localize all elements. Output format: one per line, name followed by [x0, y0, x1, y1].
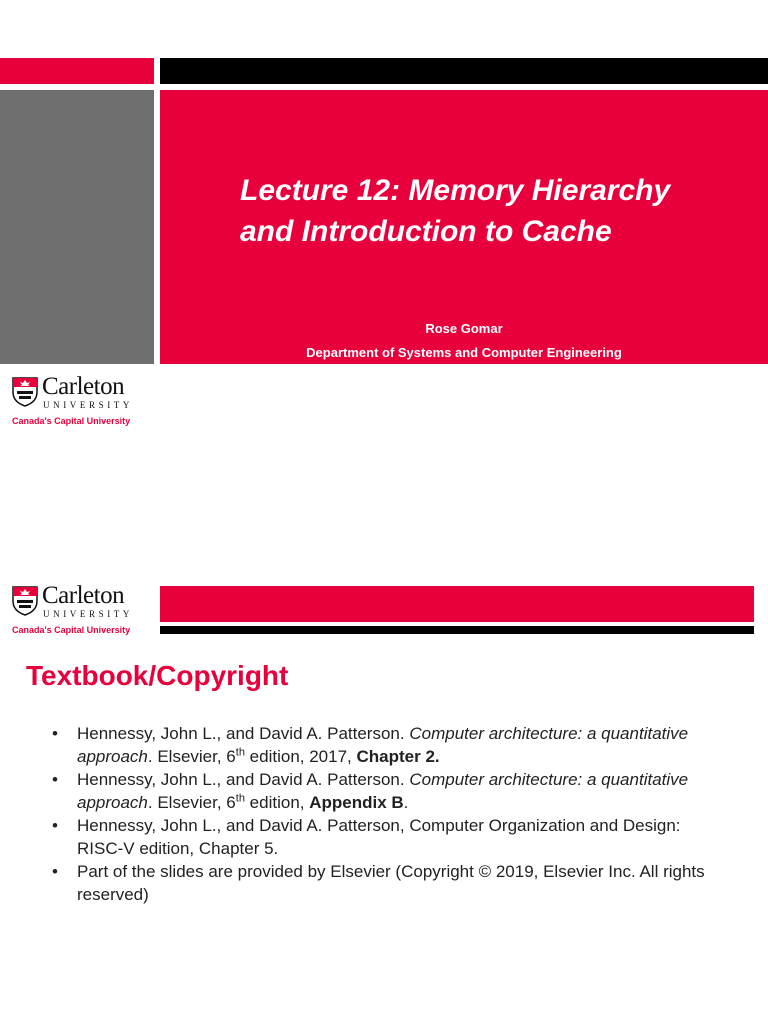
header-black-line — [160, 626, 754, 634]
top-red-bar — [0, 58, 154, 84]
slide-heading: Textbook/Copyright — [26, 660, 289, 691]
bullet-icon: • — [52, 770, 58, 789]
chapter-highlight: Chapter 2. — [356, 747, 440, 766]
appendix-highlight: Appendix B — [309, 793, 404, 812]
book-title: Computer architecture: a quantitative approach — [77, 724, 689, 766]
shield-icon — [12, 377, 38, 407]
carleton-logo-slide2 — [0, 584, 150, 640]
reference-item: • Part of the slides are provided by Elsevier (Copyright © 2019, Elsevier Inc. All rights reserved) — [52, 862, 705, 904]
lecture-title — [240, 170, 760, 252]
carleton-logo — [0, 375, 150, 431]
reference-item: • Hennessy, John L., and David A. Patterson, Computer Organization and Design: RISC-V edition, Chapter 5. — [52, 816, 681, 858]
title-line-1: Lecture 12: Memory Hierarchy — [240, 174, 671, 207]
logo-university: UNIVERSITY — [43, 609, 133, 619]
book-title: Computer architecture: a quantitative approach — [77, 770, 689, 812]
author-name: Rose Gomar — [425, 321, 503, 336]
bullet-icon: • — [52, 862, 58, 881]
gray-side-panel — [0, 90, 154, 364]
logo-name: Carleton — [42, 373, 125, 400]
top-black-bar — [160, 58, 768, 84]
logo-tagline: Canada's Capital University — [12, 625, 131, 635]
title-line-2: and Introduction to Cache — [240, 215, 612, 248]
logo-name: Carleton — [42, 582, 125, 609]
bullet-icon: • — [52, 724, 58, 743]
logo-university: UNIVERSITY — [43, 400, 133, 410]
reference-item: • Hennessy, John L., and David A. Patterson. Computer architecture: a quantitative approach. Elsevier, 6th edition, 2017, Chapter 2. — [52, 724, 689, 766]
reference-list — [40, 722, 720, 906]
logo-tagline: Canada's Capital University — [12, 416, 131, 426]
bullet-icon: • — [52, 816, 58, 835]
header-red-bar — [160, 586, 754, 622]
department-name: Department of Systems and Computer Engineering — [306, 345, 622, 360]
reference-item: • Hennessy, John L., and David A. Patterson. Computer architecture: a quantitative approach. Elsevier, 6th edition, Appendix B. — [52, 770, 689, 812]
shield-icon — [12, 586, 38, 616]
